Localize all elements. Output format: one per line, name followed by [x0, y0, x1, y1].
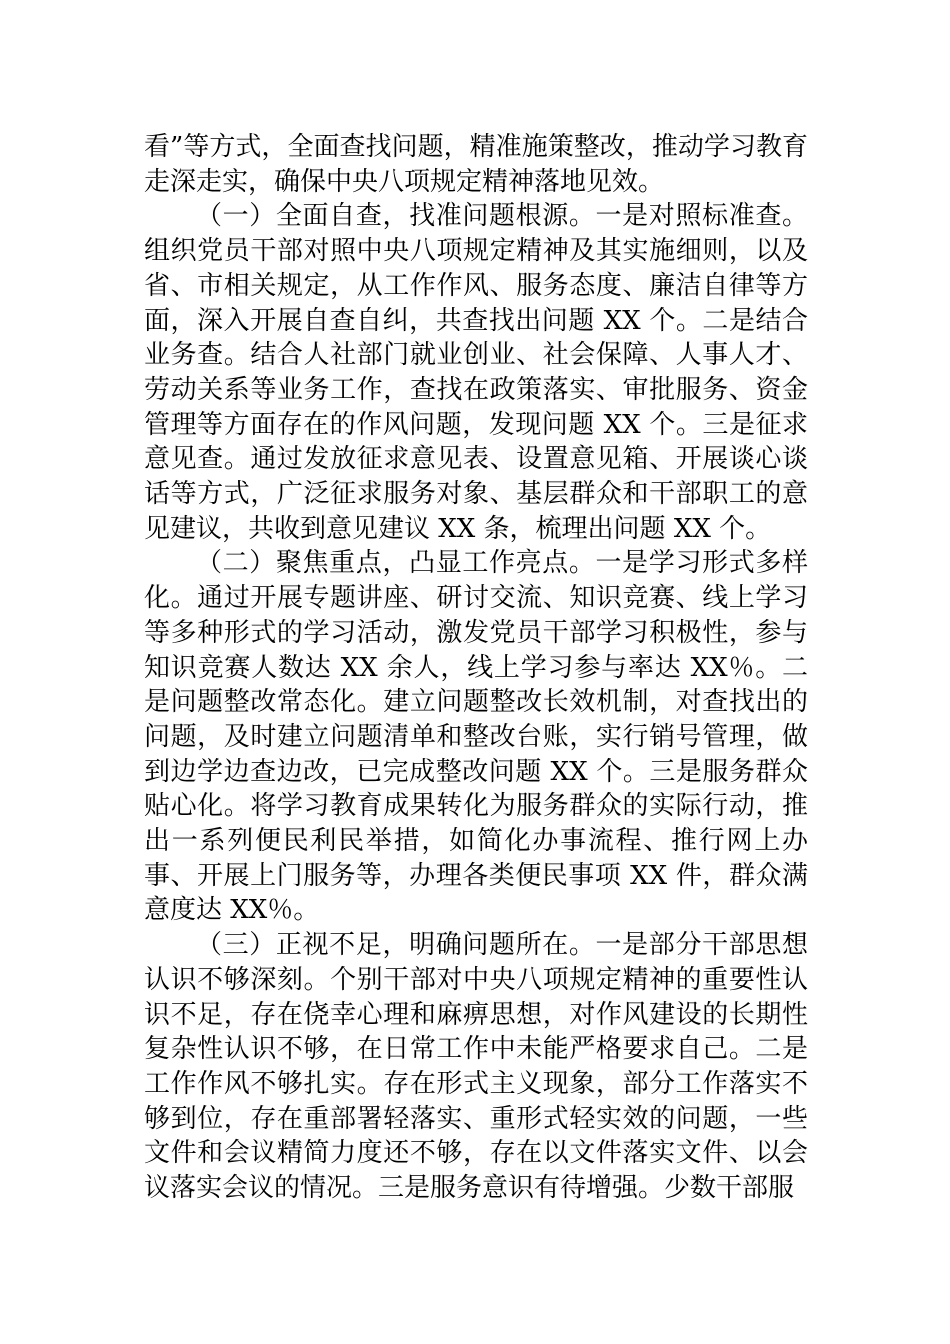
- paragraph-continuation: 看”等方式，全面查找问题，精准施策整改，推动学习教育走深走实，确保中央八项规定精神落地见效。: [144, 132, 808, 197]
- paragraph-section-2: （二）聚焦重点，凸显工作亮点。一是学习形式多样化。通过开展专题讲座、研讨交流、知识竞赛、线上学习等多种形式的学习活动，激发党员干部学习积极性，参与知识竞赛人数达 XX 余人，线上学习参与率达 XX％。二是问题整改常态化。建立问题整改长效机制，对查找出的问题，及时建立问题清单和整改台账，实行销号管理，做到边学边查边改，已完成整改问题 XX 个。三是服务群众贴心化。将学习教育成果转化为服务群众的实际行动，推出一系列便民利民举措，如简化办事流程、推行网上办事、开展上门服务等，办理各类便民事项 XX 件，群众满意度达 XX％。: [144, 548, 808, 926]
- paragraph-section-3: （三）正视不足，明确问题所在。一是部分干部思想认识不够深刻。个别干部对中央八项规定精神的重要性认识不足，存在侥幸心理和麻痹思想，对作风建设的长期性复杂性认识不够，在日常工作中未能严格要求自己。二是工作作风不够扎实。存在形式主义现象，部分工作落实不够到位，存在重部署轻落实、重形式轻实效的问题，一些文件和会议精简力度还不够，存在以文件落实文件、以会议落实会议的情况。三是服务意识有待增强。少数干部服: [144, 930, 808, 1204]
- document-body: [144, 130, 808, 1206]
- paragraph-section-1: （一）全面自查，找准问题根源。一是对照标准查。组织党员干部对照中央八项规定精神及其实施细则，以及省、市相关规定，从工作作风、服务态度、廉洁自律等方面，深入开展自查自纠，共查找出问题 XX 个。二是结合业务查。结合人社部门就业创业、社会保障、人事人才、劳动关系等业务工作，查找在政策落实、审批服务、资金管理等方面存在的作风问题，发现问题 XX 个。三是征求意见查。通过发放征求意见表、设置意见箱、开展谈心谈话等方式，广泛征求服务对象、基层群众和干部职工的意见建议，共收到意见建议 XX 条，梳理出问题 XX 个。: [144, 201, 808, 544]
